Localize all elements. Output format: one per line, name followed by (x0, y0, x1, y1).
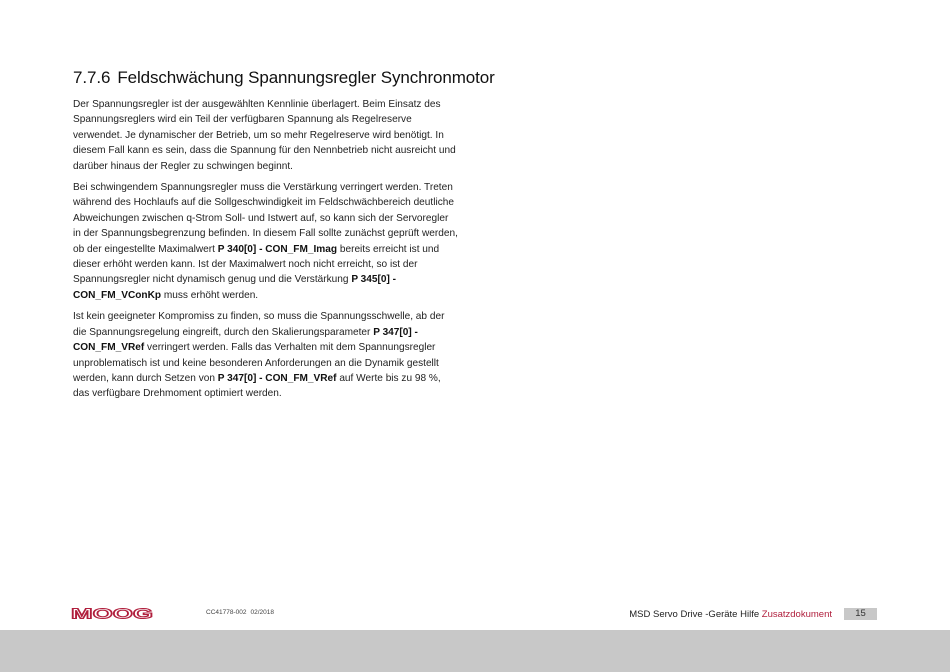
paragraph-2 (73, 180, 458, 303)
footer-title-main: MSD Servo Drive -Geräte Hilfe (629, 609, 762, 620)
paragraph-2-text-c: muss erhöht werden. (161, 289, 259, 301)
doc-id: CC41778-002 (206, 609, 247, 616)
paragraph-2-text-a: Bei schwingendem Spannungsregler muss die Verstärkung verringert werden. Treten während des Hochlaufs auf die Sollgeschwindigkeit im Feldschwächbereich deutliche Abweichungen zwischen q-Strom Soll- und Istwert auf, so kann sich der Servoregler in der Spannungsbegrenzung befinden. In diesem Fall sollte zunächst geprüft werden, ob der eingestellte Maximalwert (73, 182, 458, 255)
paragraph-2-text-b: bereits erreicht ist und dieser erhöht werden kann. Ist der Maximalwert noch nicht erreicht, so ist der Spannungsregler nicht dynamisch genug und die Verstärkung (73, 243, 440, 286)
document-code (206, 609, 274, 616)
page-number: 15 (844, 608, 877, 620)
paragraph-3-text-a: Ist kein geeigneter Kompromiss zu finden, so muss die Spannungsschwelle, ab der die Spannungsregelung eingreift, durch den Skalierungsparameter (73, 311, 445, 338)
moog-logo (71, 606, 155, 625)
body-text (73, 97, 458, 408)
param-ref-p345: P 345[0] - CON_FM_VConKp (73, 274, 397, 301)
viewer-background (0, 630, 950, 672)
svg-text:MOOG: MOOG (71, 606, 153, 620)
param-ref-p347-second: P 347[0] - CON_FM_VRef (217, 372, 337, 384)
paragraph-1: Der Spannungsregler ist der ausgewählten Kennlinie überlagert. Beim Einsatz des Spannungsreglers wird ein Teil der verfügbaren Spannung als Regelreserve verwendet. Je dynamischer der Betrieb, um so mehr Regelreserve wird benötigt. In diesem Fall kann es sein, dass die Spannung für den Nennbetrieb nicht ausreicht und darüber hinaus der Regler zu schwingen beginnt. (73, 99, 456, 172)
param-ref-p347-first: P 347[0] - CON_FM_VRef (73, 326, 418, 354)
section-title: Feldschwächung Spannungsregler Synchronmotor (117, 68, 495, 87)
doc-date: 02/2018 (250, 609, 274, 616)
paragraph-3 (73, 309, 458, 401)
section-number: 7.7.6 (73, 68, 111, 87)
footer-title-accent: Zusatzdokument (761, 609, 832, 620)
paragraph-3-text-c: auf Werte bis zu 98 %, das verfügbare Drehmoment optimiert werden. (73, 372, 441, 400)
paragraph-3-text-b: verringert werden. Falls das Verhalten mit dem Spannungsregler unproblematisch ist und keine besonderen Anforderungen an die Dynamik gestellt werden, kann durch Setzen von (73, 342, 439, 384)
param-ref-p340: P 340[0] - CON_FM_Imag (217, 243, 338, 255)
footer-title (629, 609, 832, 620)
section-heading (73, 68, 495, 88)
moog-logo-mark (71, 606, 155, 620)
